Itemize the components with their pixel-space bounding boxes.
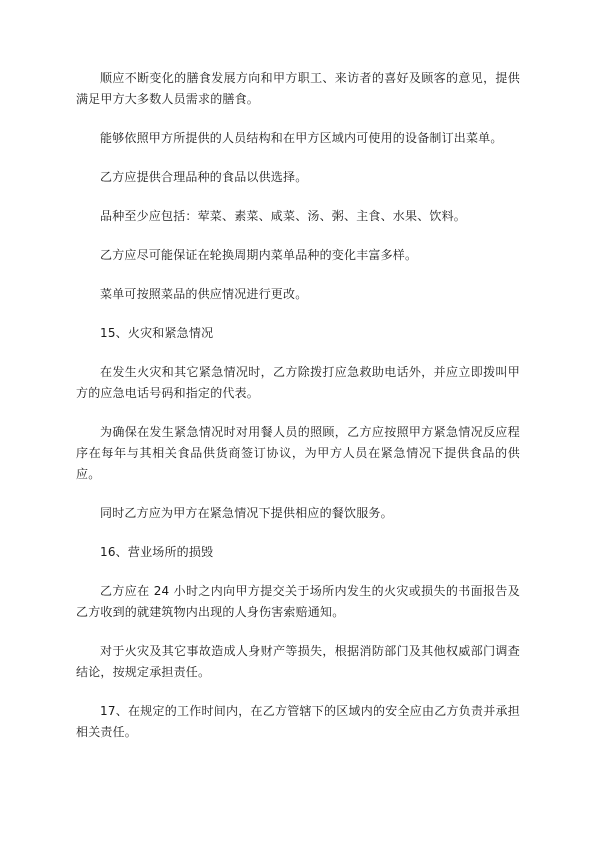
paragraph-damage-report: 乙方应在 24 小时之内向甲方提交关于场所内发生的火灾或损失的书面报告及乙方收到的就建筑物内出现的人身伤害索赔通知。 xyxy=(76,584,520,619)
paragraph-liability: 对于火灾及其它事故造成人身财产等损失，根据消防部门及其他权威部门调查结论，按规定承担责任。 xyxy=(76,644,520,679)
paragraph-emergency-service: 同时乙方应为甲方在紧急情况下提供相应的餐饮服务。 xyxy=(100,506,393,520)
section-heading-17: 17、在规定的工作时间内，在乙方管辖下的区域内的安全应由乙方负责并承担相关责任。 xyxy=(76,704,520,739)
paragraph-food-variety: 乙方应提供合理品种的食品以供选择。 xyxy=(100,170,308,184)
paragraph-menu-changes: 菜单可按照菜品的供应情况进行更改。 xyxy=(100,287,308,301)
document-page xyxy=(76,68,520,743)
paragraph-fire-emergency: 在发生火灾和其它紧急情况时，乙方除拨打应急救助电话外，并应立即拨叫甲方的应急电话号码和指定的代表。 xyxy=(76,365,520,400)
paragraph-food-categories: 品种至少应包括：荤菜、素菜、咸菜、汤、粥、主食、水果、饮料。 xyxy=(100,209,467,223)
paragraph-emergency-supply: 为确保在发生紧急情况时对用餐人员的照顾，乙方应按照甲方紧急情况反应程序在每年与其相关食品供货商签订协议，为甲方人员在紧急情况下提供食品的供应。 xyxy=(76,425,520,481)
paragraph-menu-planning: 能够依照甲方所提供的人员结构和在甲方区域内可使用的设备制订出菜单。 xyxy=(100,131,503,145)
paragraph-menu-direction: 顺应不断变化的膳食发展方向和甲方职工、来访者的喜好及顾客的意见，提供满足甲方大多数人员需求的膳食。 xyxy=(76,71,520,106)
section-heading-15: 15、火灾和紧急情况 xyxy=(100,326,214,340)
section-heading-16: 16、营业场所的损毁 xyxy=(100,545,214,559)
paragraph-menu-rotation: 乙方应尽可能保证在轮换周期内菜单品种的变化丰富多样。 xyxy=(100,248,418,262)
